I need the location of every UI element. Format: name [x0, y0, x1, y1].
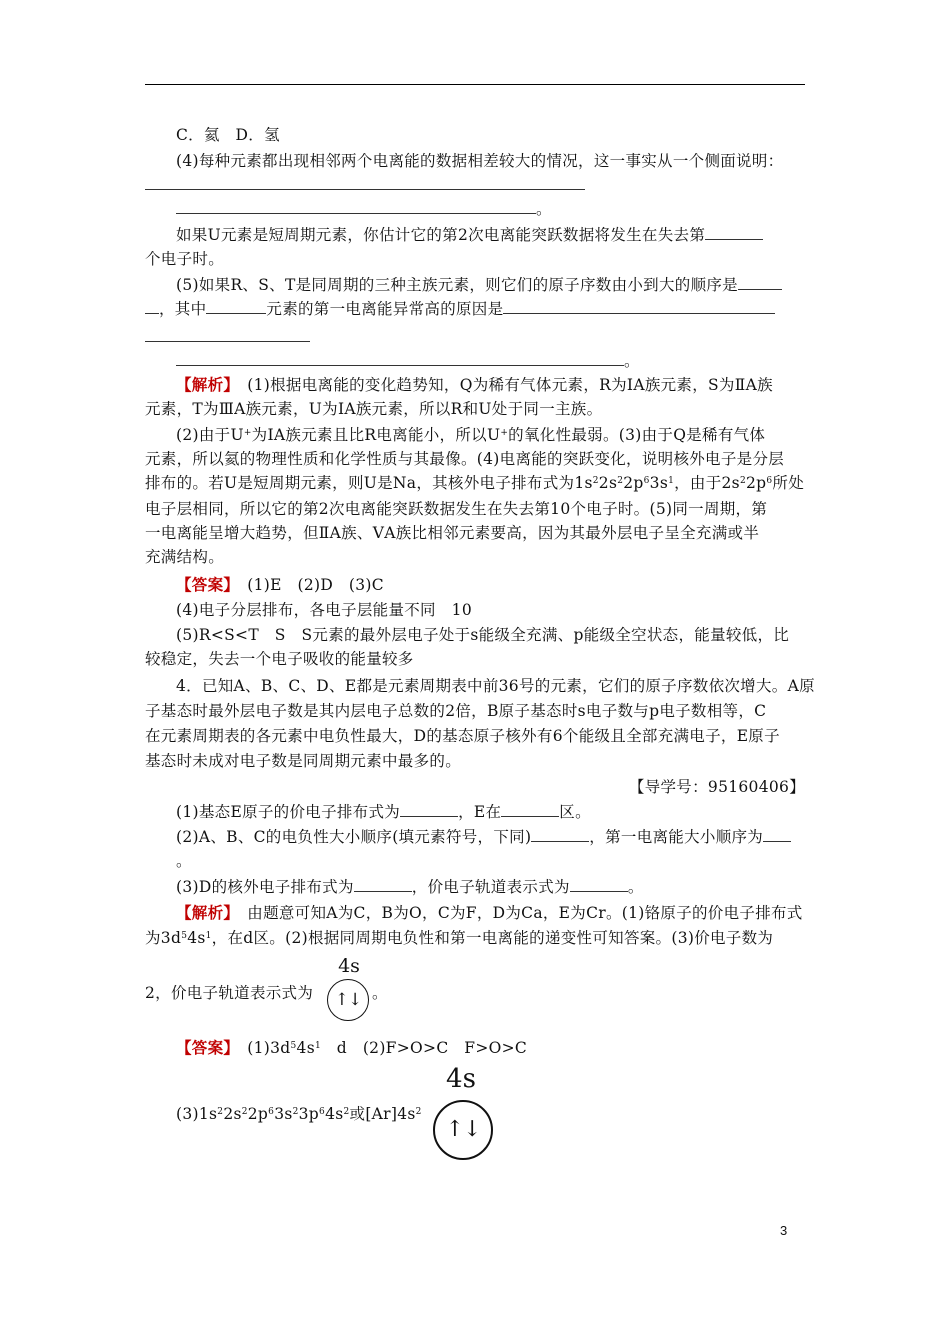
text-span: 的氧化性最弱。(3)由于Q是稀有气体 [508, 426, 766, 444]
guide-number: 【导学号：95160406】 [628, 778, 805, 796]
superscript: 1 [314, 1041, 321, 1051]
text-span: 或[Ar]4s [349, 1105, 416, 1123]
analysis3-line2: 元素，T为ⅢA族元素，U为ⅠA族元素，所以R和U处于同一主族。 [145, 400, 603, 418]
text-span: ，价电子轨道表示式为 [411, 878, 570, 896]
answer3-line4: 较稳定，失去一个电子吸收的能量较多 [145, 650, 414, 668]
q3-options-cd: C．氦 D．氢 [176, 126, 280, 144]
answer3-line1 [176, 574, 805, 596]
superscript: 2 [415, 1107, 422, 1117]
superscript: 2 [739, 476, 746, 486]
text-span: ，第一电离能大小顺序为 [589, 828, 764, 846]
superscript: 6 [319, 1107, 326, 1117]
answer-blank [531, 826, 589, 842]
text-span: 3s [649, 474, 669, 492]
superscript: 1 [668, 476, 675, 486]
q3-part5-line1 [176, 274, 805, 296]
analysis4-line1 [176, 902, 805, 924]
text-span: (1)基态E原子的价电子排布式为 [176, 803, 401, 821]
text-span: 区。 [559, 803, 591, 821]
text-span: (2)A、B、C的电负性大小顺序(填元素符号，下同) [176, 828, 532, 846]
q4-part2-line1 [176, 826, 805, 848]
orbital-diagram-large [430, 1064, 492, 1160]
electron-pair-arrows: ↑↓ [445, 1117, 481, 1142]
text-span: 3p [298, 1105, 320, 1123]
q3-part5-line2 [145, 298, 805, 320]
text-span: ，E在 [458, 803, 502, 821]
answer-blank [400, 801, 458, 817]
superscript: 2 [343, 1107, 350, 1117]
answer-blank [501, 801, 559, 817]
superscript: 2 [617, 476, 624, 486]
superscript: 2 [241, 1107, 248, 1117]
text-span: 2s [223, 1105, 242, 1123]
answer-blank [354, 876, 412, 892]
period-mark: 。 [372, 984, 388, 1002]
text-span: 4s [325, 1105, 344, 1123]
electron-pair-arrows: ↑↓ [334, 990, 362, 1010]
q4-part2-line2 [176, 850, 805, 872]
analysis4-line2 [145, 927, 805, 949]
orbital-label: 4s [446, 1064, 476, 1094]
text-span: 元素的第一电离能异常高的原因是 [266, 300, 504, 318]
superscript: 1 [205, 931, 212, 941]
answer-label: 【答案】 [176, 575, 232, 594]
text-span: ，在d区。(2)根据同周期电负性和第一电离能的递变性可知答案。(3)价电子数为 [211, 929, 774, 947]
superscript: 2 [592, 476, 599, 486]
text-span: 如果U元素是短周期元素，你估计它的第2次电离能突跃数据将发生在失去第 [176, 226, 706, 244]
analysis3-line8: 充满结构。 [145, 548, 225, 566]
text-span: 为ⅠA族元素且比R电离能小，所以U [251, 426, 501, 444]
answer-blank [206, 298, 266, 314]
superscript: 6 [643, 476, 650, 486]
text-span: 由题意可知A为C，B为O，C为F，D为Ca，E为Cr。(1)铬原子的价电子排布式 [247, 904, 803, 922]
answer3-line2: (4)电子分层排布，各电子层能量不同 10 [176, 601, 472, 619]
text-span: 2p [623, 474, 644, 492]
text-span: (1)E (2)D (3)C [247, 576, 384, 594]
q4-line3: 在元素周期表的各元素中电负性最大，D的基态原子核外有6个能级且全部充满电子，E原子 [145, 727, 780, 745]
answer-blank [176, 198, 536, 214]
superscript: 5 [290, 1041, 297, 1051]
superscript: 2 [217, 1107, 224, 1117]
answer-blank-line [145, 189, 585, 190]
answer4-line1 [176, 1037, 805, 1059]
analysis3-line1 [176, 374, 805, 396]
analysis3-line7: 一电离能呈增大趋势，但ⅡA族、ⅤA族比相邻元素要高，因为其最外层电子呈全充满或半 [145, 524, 760, 542]
text-span: 3s [274, 1105, 293, 1123]
superscript: + [500, 428, 509, 438]
answer-blank [570, 876, 628, 892]
orbital-circle [327, 979, 369, 1021]
analysis4-line3: 2，价电子轨道表示式为 [145, 984, 314, 1002]
q3-part4-line2 [176, 198, 805, 220]
answer-blank [176, 350, 624, 366]
analysis3-line5 [145, 472, 805, 494]
text-span: ，由于2s [674, 474, 740, 492]
text-span: 4s [187, 929, 206, 947]
orbital-label: 4s [338, 955, 360, 977]
analysis3-line4: 元素，所以氦的物理性质和化学性质与其最像。(4)电离能的突跃变化，说明核外电子是分层 [145, 450, 785, 468]
analysis-label: 【解析】 [176, 903, 232, 922]
text-span: (1)3d [247, 1039, 291, 1057]
q3-part4-line4: 个电子时。 [145, 250, 225, 268]
q3-part5-line4 [176, 350, 805, 372]
answer-blank [503, 298, 775, 314]
q3-part4-line3 [176, 224, 805, 246]
answer3-line3: (5)R<S<T S S元素的最外层电子处于s能级全充满、p能级全空状态，能量较低，比 [176, 626, 790, 644]
period-mark: 。 [176, 852, 192, 870]
superscript: 5 [181, 931, 188, 941]
orbital-circle [433, 1100, 493, 1160]
q3-part4-line1: (4)每种元素都出现相邻两个电离能的数据相差较大的情况，这一事实从一个侧面说明： [176, 152, 784, 170]
analysis3-line6: 电子层相同，所以它的第2次电离能突跃数据发生在失去第10个电子时。(5)同一周期，第 [145, 500, 768, 518]
answer-blank [763, 826, 791, 842]
text-span: (3)D的核外电子排布式为 [176, 878, 354, 896]
answer-blank [145, 298, 159, 314]
text-span: 2p [745, 474, 767, 492]
q4-line2: 子基态时最外层电子数是其内层电子总数的2倍，B原子基态时s电子数与p电子数相等，C [145, 702, 767, 720]
superscript: 6 [766, 476, 773, 486]
answer-blank [738, 274, 782, 290]
q4-part1 [176, 801, 805, 823]
page-number: 3 [780, 1223, 788, 1238]
text-span: 4s [296, 1039, 315, 1057]
text-span: ，其中 [159, 300, 207, 318]
text-span: 2s [598, 474, 618, 492]
superscript: 6 [268, 1107, 275, 1117]
analysis3-line3 [176, 424, 805, 446]
q4-line4: 基态时未成对电子数是同周期元素中最多的。 [145, 752, 462, 770]
answer-blank-line [145, 341, 310, 342]
answer-label: 【答案】 [176, 1038, 232, 1057]
period-mark: 。 [627, 878, 644, 896]
text-span: 2p [247, 1105, 269, 1123]
text-span: (5)如果R、S、T是同周期的三种主族元素，则它们的原子序数由小到大的顺序是 [176, 276, 738, 294]
superscript: 2 [292, 1107, 299, 1117]
text-span: 为3d [145, 929, 182, 947]
q4-part3 [176, 876, 805, 898]
text-span: 所处 [772, 474, 804, 492]
period-mark: 。 [536, 200, 552, 218]
q4-line1: 4．已知A、B、C、D、E都是元素周期表中前36号的元素，它们的原子序数依次增大。A原 [176, 677, 815, 695]
analysis-label: 【解析】 [176, 375, 232, 394]
period-mark: 。 [624, 352, 640, 370]
text-span: (3)1s [176, 1105, 218, 1123]
superscript: + [243, 428, 252, 438]
answer-blank [705, 224, 763, 240]
text-span: (2)由于U [176, 426, 244, 444]
header-rule [145, 84, 805, 85]
text-span: (1)根据电离能的变化趋势知，Q为稀有气体元素，R为ⅠA族元素，S为ⅡA族 [247, 376, 773, 394]
text-span: 排布的。若U是短周期元素，则U是Na，其核外电子排布式为1s [145, 474, 593, 492]
orbital-diagram-small [326, 955, 372, 1021]
text-span: d (2)F>O>C F>O>C [321, 1039, 528, 1057]
